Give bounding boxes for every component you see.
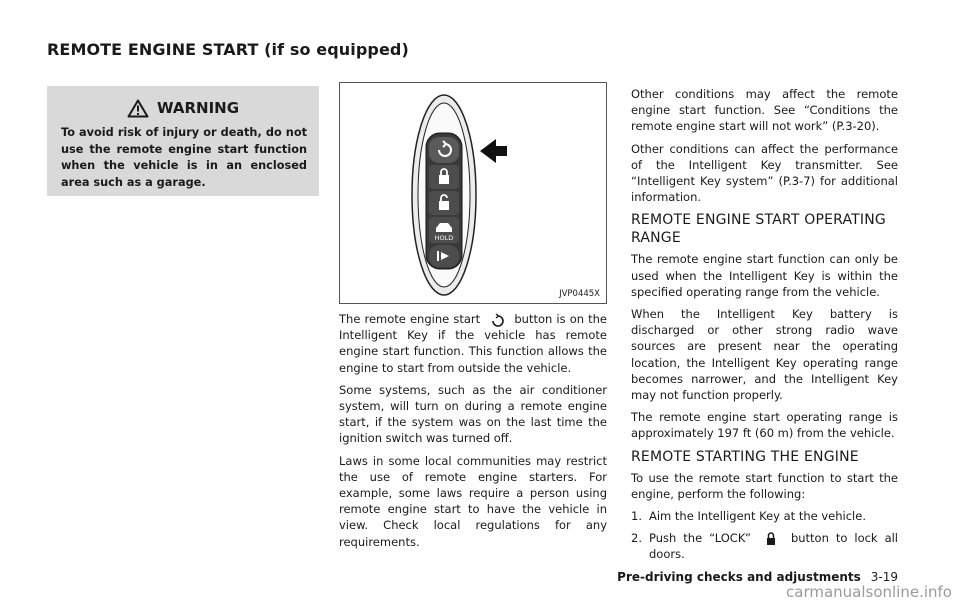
pointer-arrow-icon [480, 139, 507, 163]
step-item [631, 530, 898, 562]
step-number: 1. [631, 509, 642, 524]
paragraph: To use the remote start function to start the engine, perform the following: [631, 470, 898, 501]
intelligent-key-figure [339, 82, 607, 304]
warning-triangle-icon [127, 99, 149, 118]
paragraph: The remote engine start function can only be used when the Intelligent Key is within the specified operating range from the vehicle. [631, 252, 898, 299]
paragraph: Laws in some local communities may restrict the use of remote engine starters. For example, some laws require a person using remote engine start to have the vehicle in view. Check local regulations for any requirements. [339, 453, 607, 549]
paragraph: When the Intelligent Key battery is discharged or other strong radio wave sources are present near the operating location, the Intelligent Key operating range becomes narrower, and the Intelligent Key may not function properly. [631, 307, 898, 403]
warning-box [47, 86, 319, 196]
text-span: button is on the Intelligent Key if the vehicle has remote engine start function. This function allows the engine to start from outside the vehicle. [339, 312, 608, 375]
column-middle [339, 311, 607, 556]
section-title: REMOTE ENGINE START (if so equipped) [47, 40, 409, 59]
text-span: The remote engine start [339, 312, 481, 326]
paragraph [339, 311, 607, 376]
lock-inline-icon [758, 532, 784, 546]
column-right [631, 86, 898, 569]
page-footer [617, 570, 898, 584]
step-item [631, 508, 898, 524]
figure-code: JVP0445X [559, 289, 600, 299]
step-text: Push the “LOCK” [649, 531, 751, 546]
paragraph: Some systems, such as the air conditioner system, will turn on during a remote engine start, if the system was on the last time the ignition switch was turned off. [339, 382, 607, 446]
heading-operating-range: REMOTE ENGINE START OPERATING RANGE [631, 212, 886, 247]
paragraph: Other conditions can affect the performance of the Intelligent Key transmitter. See “Intelligent Key system” (P.3-7) for additional information. [631, 141, 898, 205]
hold-label: HOLD [434, 234, 454, 242]
warning-text: To avoid risk of injury or death, do not use the remote engine start function when the vehicle is in an enclosed area such as a garage. [61, 126, 307, 189]
step-text: button to lock all doors. [649, 531, 899, 562]
watermark: carmanualsonline.info [786, 583, 952, 601]
warning-title: WARNING [156, 99, 240, 117]
step-text: Aim the Intelligent Key at the vehicle. [649, 509, 866, 524]
paragraph: The remote engine start operating range is approximately 197 ft (60 m) from the vehicle. [631, 410, 898, 441]
paragraph: Other conditions may affect the remote engine start function. See “Conditions the remote engine start will not work” (P.3-20). [631, 87, 898, 134]
chapter-title: Pre-driving checks and adjustments [617, 570, 861, 584]
step-number: 2. [631, 531, 642, 546]
heading-remote-starting: REMOTE STARTING THE ENGINE [631, 448, 859, 465]
warning-header [47, 96, 319, 120]
page-number: 3-19 [870, 570, 898, 584]
intelligent-key-illustration [340, 83, 606, 303]
remote-start-inline-icon [484, 313, 510, 327]
